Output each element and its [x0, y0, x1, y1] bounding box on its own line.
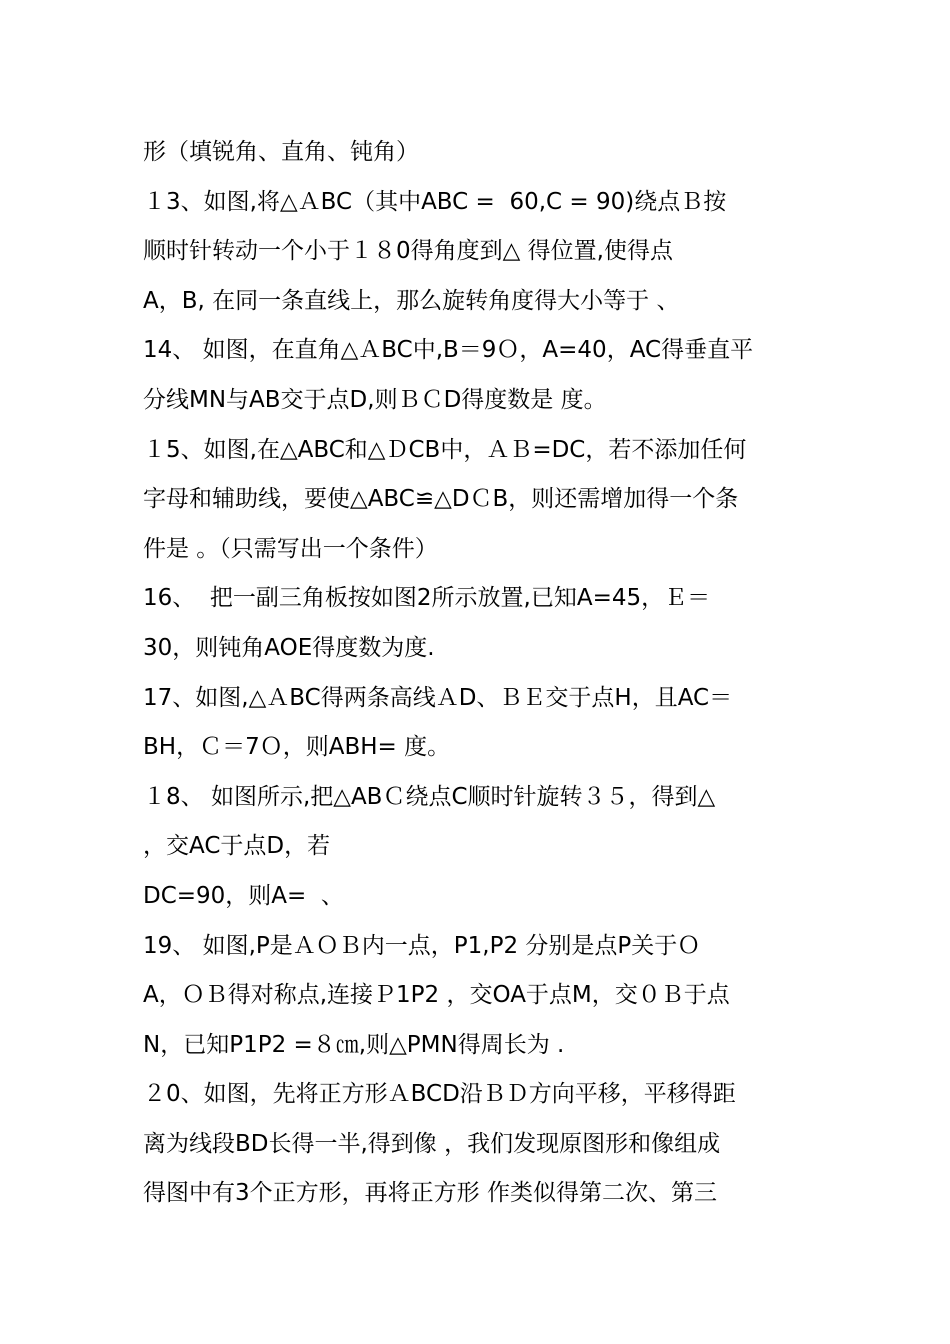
text-line: 30，则钝角AOE得度数为度. [143, 634, 435, 661]
text-line: N，已知P1P2 =８㎝,则△PMN得周长为 . [143, 1031, 565, 1058]
text-line: １8、 如图所示,把△ABＣ绕点C顺时针旋转３５，得到△ [143, 783, 716, 810]
text-line: ，交AC于点D，若 [143, 833, 331, 860]
text-line: 顺时针转动一个小于１８0得角度到△ 得位置,使得点 [143, 238, 673, 265]
text-line: DC=90，则A= 、 [143, 882, 344, 909]
text-line: 字母和辅助线，要使△ABC≌△DＣB，则还需增加得一个条 [143, 486, 739, 513]
text-line: 离为线段BD长得一半,得到像 ，我们发现原图形和像组成 [143, 1130, 721, 1157]
text-line: 17、如图,△ＡBC得两条高线ＡD、ＢＥ交于点H，且AC＝ [143, 684, 733, 711]
text-line: １3、如图,将△ＡBC（其中ABC = 60,C = 90)绕点Ｂ按 [143, 188, 727, 215]
text-line: BH，Ｃ＝7Ｏ，则ABH= 度。 [143, 734, 451, 761]
text-line: 得图中有3个正方形，再将正方形 作类似得第二次、第三 [143, 1180, 717, 1207]
document-text [143, 128, 823, 1219]
text-line: A，B, 在同一条直线上，那么旋转角度得大小等于 、 [143, 287, 680, 314]
text-line: A，ＯＢ得对称点,连接Ｐ1P2 ，交OA于点M，交０Ｂ于点 [143, 982, 730, 1009]
text-line: 16、 把一副三角板按如图2所示放置,已知A=45，Ｅ＝ [143, 585, 711, 612]
text-line: ２0、如图，先将正方形ＡBCD沿ＢＤ方向平移，平移得距 [143, 1081, 736, 1108]
text-line: 形（填锐角、直角、钝角） [143, 139, 419, 165]
text-line: 19、 如图,P是ＡＯＢ内一点，P1,P2 分别是点P关于Ｏ [143, 932, 701, 959]
text-line: 14、 如图，在直角△ＡBC中,B＝9Ｏ，A=40，AC得垂直平 [143, 337, 754, 364]
text-line: 件是 。（只需写出一个条件） [143, 535, 438, 562]
text-line: 分线MN与AB交于点D,则ＢＣD得度数是 度。 [143, 386, 607, 413]
text-line: １5、如图,在△ABC和△ＤCB中，ＡＢ=DC，若不添加任何 [143, 436, 747, 463]
